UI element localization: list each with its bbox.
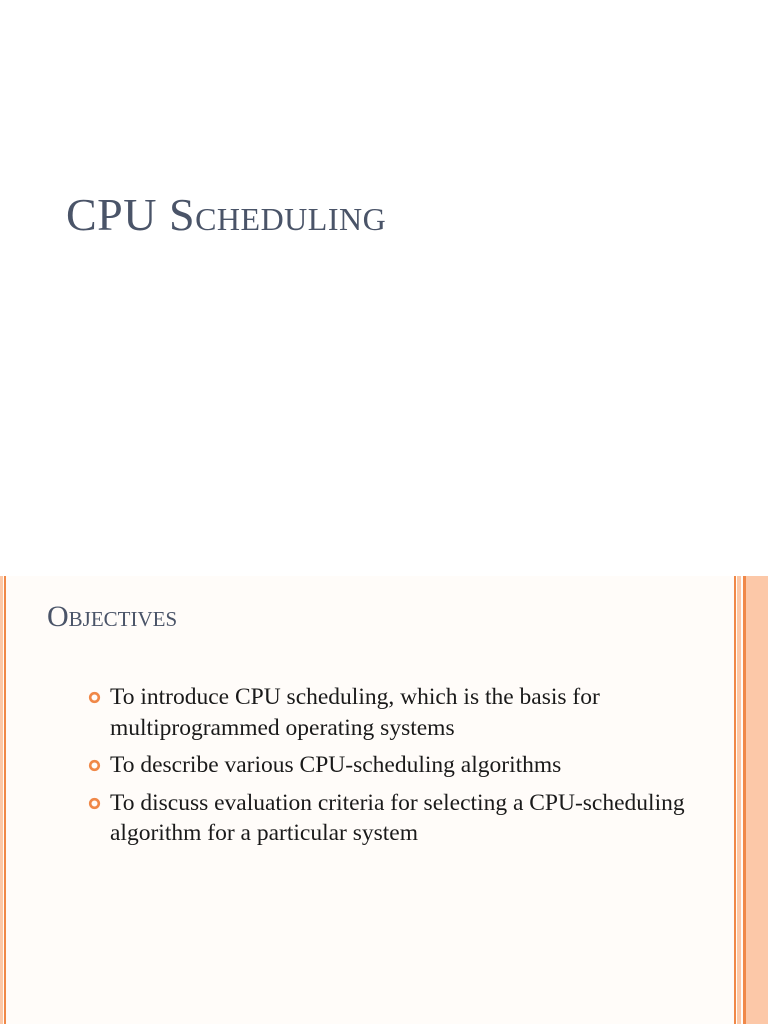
slide-title: Objectives — [47, 600, 178, 633]
right-decorative-border — [734, 576, 768, 1024]
bullet-text: To introduce CPU scheduling, which is the basis for multiprogrammed operating systems — [110, 684, 600, 741]
hollow-circle-bullet-icon — [88, 759, 101, 772]
hollow-circle-bullet-icon — [88, 797, 101, 810]
bullet-text: To describe various CPU-scheduling algorithms — [110, 752, 562, 778]
left-decorative-border — [0, 576, 9, 1024]
slide-title: CPU Scheduling — [66, 189, 387, 240]
objectives-list — [86, 682, 716, 856]
list-item — [86, 750, 716, 781]
objectives-slide — [0, 576, 768, 1024]
list-item — [86, 682, 716, 743]
list-item — [86, 788, 716, 849]
hollow-circle-bullet-icon — [88, 691, 101, 704]
bullet-text: To discuss evaluation criteria for selecting a CPU-scheduling algorithm for a particular system — [110, 789, 685, 846]
